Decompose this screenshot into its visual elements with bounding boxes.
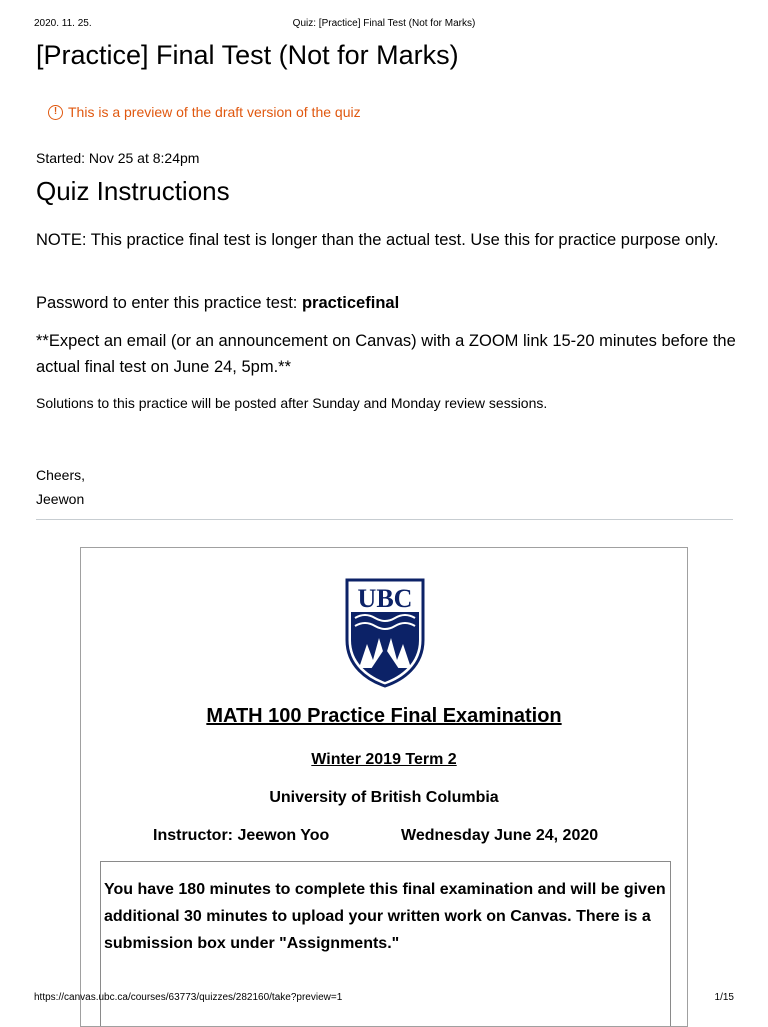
print-document-title: Quiz: [Practice] Final Test (Not for Marks) xyxy=(292,18,476,29)
preview-warning xyxy=(48,104,361,120)
exam-term: Winter 2019 Term 2 xyxy=(311,751,457,768)
exam-title: MATH 100 Practice Final Examination xyxy=(206,705,562,727)
exclamation-circle-icon: ! xyxy=(48,105,63,120)
exam-cover-image xyxy=(80,547,688,1027)
divider xyxy=(36,519,733,520)
instructions-note: NOTE: This practice final test is longer than the actual test. Use this for practice purpose only. xyxy=(36,231,719,249)
email-notice: **Expect an email (or an announcement on Canvas) with a ZOOM link 15-20 minutes before the actual final test on June 24, 5pm.** xyxy=(36,332,736,376)
started-timestamp: Started: Nov 25 at 8:24pm xyxy=(36,150,200,166)
solutions-notice: Solutions to this practice will be posted after Sunday and Monday review sessions. xyxy=(36,395,548,411)
exam-instructions-box: You have 180 minutes to complete this final examination and will be given additional 30 minutes to upload your written work on Canvas. There is a submission box under "Assignments." xyxy=(100,861,671,1027)
password-label: Password to enter this practice test: xyxy=(36,294,302,312)
svg-text:UBC: UBC xyxy=(357,584,413,613)
page-title: [Practice] Final Test (Not for Marks) xyxy=(36,40,459,70)
exam-date: Wednesday June 24, 2020 xyxy=(401,827,599,844)
password-value: practicefinal xyxy=(301,294,400,312)
page-url: https://canvas.ubc.ca/courses/63773/quizzes/282160/take?preview=1 xyxy=(34,992,343,1003)
ubc-crest-logo xyxy=(345,578,425,688)
signature: Jeewon xyxy=(36,491,85,507)
signoff xyxy=(36,463,85,511)
print-header xyxy=(34,18,734,32)
instructions-heading: Quiz Instructions xyxy=(36,176,230,206)
print-date: 2020. 11. 25. xyxy=(34,18,92,29)
exam-instructor: Instructor: Jeewon Yoo xyxy=(153,827,330,844)
preview-warning-text: This is a preview of the draft version of the quiz xyxy=(68,104,361,120)
print-footer xyxy=(34,992,734,1006)
password-line xyxy=(36,290,736,316)
exam-university: University of British Columbia xyxy=(269,789,499,806)
page-number: 1/15 xyxy=(714,992,734,1003)
closing-text: Cheers, xyxy=(36,467,86,483)
